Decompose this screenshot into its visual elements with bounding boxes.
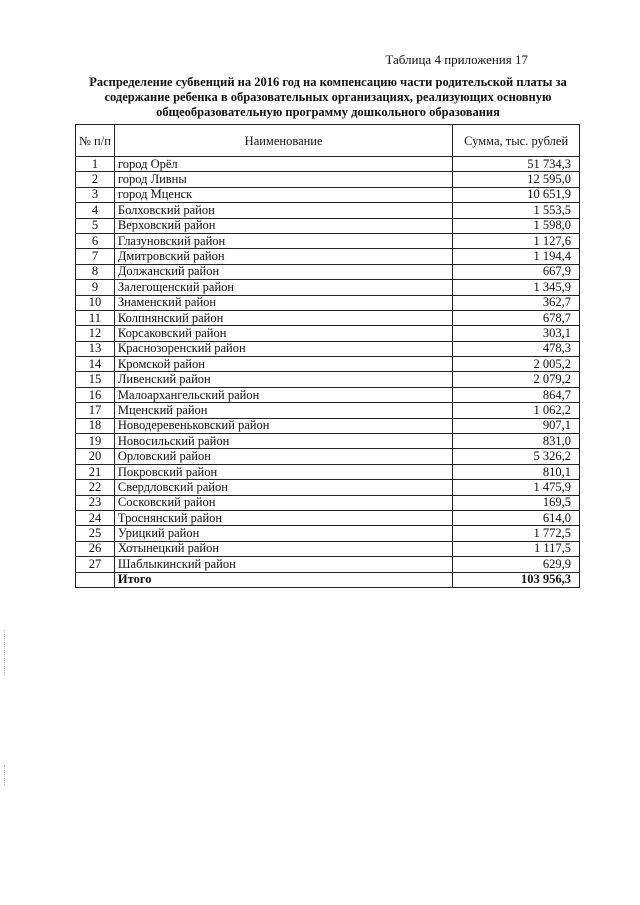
row-number: 26 <box>76 541 115 556</box>
row-name: Троснянский район <box>114 510 452 525</box>
table-row <box>76 449 580 464</box>
row-name: Мценский район <box>114 403 452 418</box>
row-name: Свердловский район <box>114 480 452 495</box>
row-number: 16 <box>76 387 115 402</box>
header-name: Наименование <box>114 125 452 157</box>
row-name: город Ливны <box>114 172 452 187</box>
title-line: Распределение субвенций на 2016 год на компенсацию части родительской платы за <box>89 75 567 89</box>
row-number: 4 <box>76 203 115 218</box>
row-number: 20 <box>76 449 115 464</box>
row-number: 3 <box>76 187 115 202</box>
table-row <box>76 203 580 218</box>
title-line: общеобразовательную программу дошкольного образования <box>156 105 500 119</box>
total-number-cell <box>76 572 115 587</box>
margin-marks <box>4 630 6 675</box>
margin-marks <box>4 765 6 785</box>
subvention-table <box>75 124 580 588</box>
table-row <box>76 480 580 495</box>
row-number: 6 <box>76 233 115 248</box>
table-row <box>76 310 580 325</box>
row-name: Глазуновский район <box>114 233 452 248</box>
table-row <box>76 495 580 510</box>
row-name: Должанский район <box>114 264 452 279</box>
header-sum: Сумма, тыс. рублей <box>453 125 580 157</box>
row-sum: 667,9 <box>453 264 580 279</box>
row-sum: 1 127,6 <box>453 233 580 248</box>
row-sum: 1 553,5 <box>453 203 580 218</box>
table-row <box>76 541 580 556</box>
row-sum: 1 117,5 <box>453 541 580 556</box>
row-sum: 1 772,5 <box>453 526 580 541</box>
table-total-row <box>76 572 580 587</box>
row-sum: 864,7 <box>453 387 580 402</box>
row-number: 23 <box>76 495 115 510</box>
total-label: Итого <box>114 572 452 587</box>
header-number: № п/п <box>76 125 115 157</box>
table-row <box>76 233 580 248</box>
table-row <box>76 172 580 187</box>
row-number: 9 <box>76 280 115 295</box>
row-name: Малоархангельский район <box>114 387 452 402</box>
table-row <box>76 357 580 372</box>
table-row <box>76 403 580 418</box>
row-name: Орловский район <box>114 449 452 464</box>
row-sum: 810,1 <box>453 464 580 479</box>
row-number: 14 <box>76 357 115 372</box>
table-row <box>76 510 580 525</box>
table-row <box>76 434 580 449</box>
row-name: Болховский район <box>114 203 452 218</box>
title-line: содержание ребенка в образовательных организациях, реализующих основную <box>104 90 552 104</box>
row-name: Новосильский район <box>114 434 452 449</box>
row-sum: 2 005,2 <box>453 357 580 372</box>
row-number: 18 <box>76 418 115 433</box>
row-sum: 303,1 <box>453 326 580 341</box>
row-sum: 1 345,9 <box>453 280 580 295</box>
row-name: Краснозоренский район <box>114 341 452 356</box>
row-name: город Орёл <box>114 157 452 172</box>
table-row <box>76 418 580 433</box>
row-name: Сосковский район <box>114 495 452 510</box>
row-number: 11 <box>76 310 115 325</box>
row-number: 7 <box>76 249 115 264</box>
row-number: 5 <box>76 218 115 233</box>
row-sum: 614,0 <box>453 510 580 525</box>
table-row <box>76 526 580 541</box>
appendix-label: Таблица 4 приложения 17 <box>385 52 528 67</box>
table-row <box>76 280 580 295</box>
row-name: Урицкий район <box>114 526 452 541</box>
table-row <box>76 264 580 279</box>
row-number: 25 <box>76 526 115 541</box>
row-sum: 169,5 <box>453 495 580 510</box>
row-sum: 1 062,2 <box>453 403 580 418</box>
row-sum: 51 734,3 <box>453 157 580 172</box>
table-row <box>76 341 580 356</box>
table-row <box>76 157 580 172</box>
row-sum: 1 598,0 <box>453 218 580 233</box>
row-name: Покровский район <box>114 464 452 479</box>
row-sum: 12 595,0 <box>453 172 580 187</box>
row-name: Знаменский район <box>114 295 452 310</box>
table-row <box>76 187 580 202</box>
row-name: Новодеревеньковский район <box>114 418 452 433</box>
row-number: 8 <box>76 264 115 279</box>
row-sum: 10 651,9 <box>453 187 580 202</box>
row-name: Кромской район <box>114 357 452 372</box>
row-number: 19 <box>76 434 115 449</box>
table-row <box>76 372 580 387</box>
row-name: Верховский район <box>114 218 452 233</box>
row-sum: 1 194,4 <box>453 249 580 264</box>
row-sum: 907,1 <box>453 418 580 433</box>
total-sum: 103 956,3 <box>453 572 580 587</box>
table-row <box>76 326 580 341</box>
table-row <box>76 464 580 479</box>
row-name: Дмитровский район <box>114 249 452 264</box>
row-sum: 362,7 <box>453 295 580 310</box>
table-header-row <box>76 125 580 157</box>
row-name: Хотынецкий район <box>114 541 452 556</box>
row-number: 15 <box>76 372 115 387</box>
row-sum: 831,0 <box>453 434 580 449</box>
row-number: 24 <box>76 510 115 525</box>
row-name: Шаблыкинский район <box>114 557 452 572</box>
row-sum: 629,9 <box>453 557 580 572</box>
row-number: 21 <box>76 464 115 479</box>
row-number: 27 <box>76 557 115 572</box>
row-sum: 2 079,2 <box>453 372 580 387</box>
row-number: 12 <box>76 326 115 341</box>
row-sum: 478,3 <box>453 341 580 356</box>
table-row <box>76 387 580 402</box>
row-number: 22 <box>76 480 115 495</box>
row-number: 2 <box>76 172 115 187</box>
row-name: Корсаковский район <box>114 326 452 341</box>
row-name: город Мценск <box>114 187 452 202</box>
row-number: 1 <box>76 157 115 172</box>
table-row <box>76 249 580 264</box>
table-row <box>76 218 580 233</box>
table-row <box>76 295 580 310</box>
row-name: Ливенский район <box>114 372 452 387</box>
row-sum: 1 475,9 <box>453 480 580 495</box>
document-title <box>70 75 586 120</box>
row-sum: 678,7 <box>453 310 580 325</box>
row-sum: 5 326,2 <box>453 449 580 464</box>
row-number: 13 <box>76 341 115 356</box>
row-name: Залегощенский район <box>114 280 452 295</box>
row-name: Колпнянский район <box>114 310 452 325</box>
row-number: 17 <box>76 403 115 418</box>
row-number: 10 <box>76 295 115 310</box>
table-row <box>76 557 580 572</box>
